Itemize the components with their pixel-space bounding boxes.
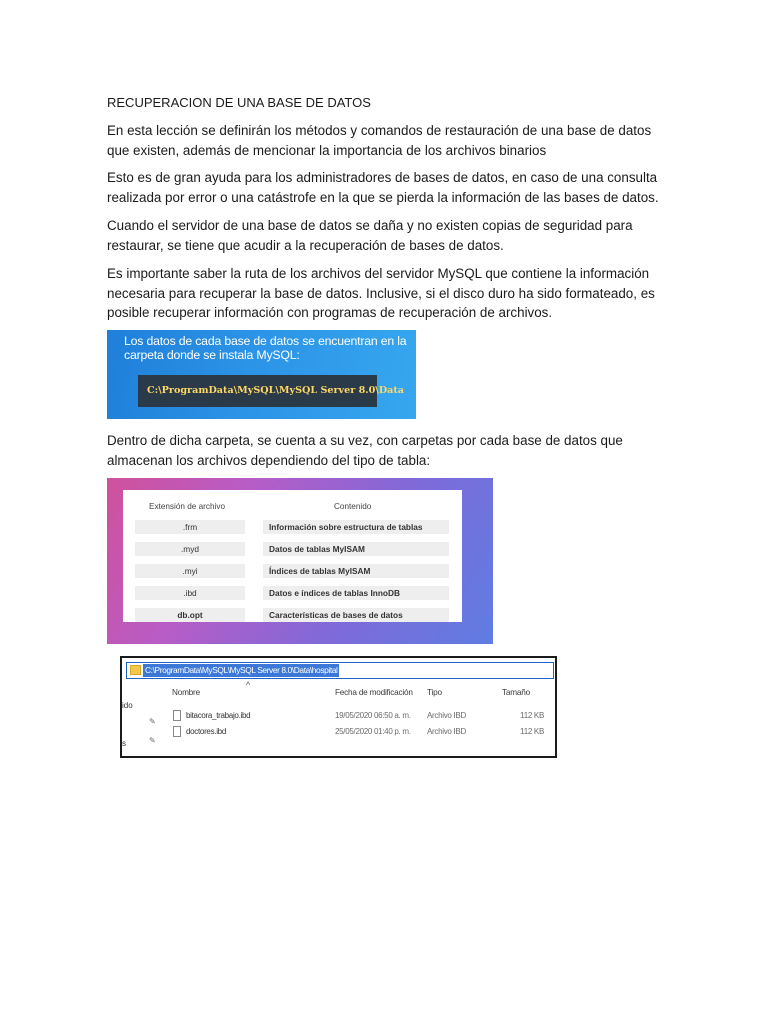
banner-caption: Los datos de cada base de datos se encuentran en la carpeta donde se instala MySQL: <box>124 334 407 362</box>
content-cell: Índices de tablas MyISAM <box>263 564 449 578</box>
extension-cell: .myd <box>135 542 245 556</box>
content-cell: Información sobre estructura de tablas <box>263 520 449 534</box>
sort-up-icon: ^ <box>246 680 251 690</box>
content-cell: Datos e índices de tablas InnoDB <box>263 586 449 600</box>
file-explorer-screenshot <box>120 656 557 758</box>
paragraph-server-damage: Cuando el servidor de una base de datos se daña y no existen copias de seguridad para restaurar, se tiene que acudir a la recuperación de bases de datos. <box>107 218 633 253</box>
pin-icon[interactable]: ✎ <box>149 736 156 745</box>
content-cell: Datos de tablas MyISAM <box>263 542 449 556</box>
pin-icon[interactable]: ✎ <box>149 717 156 726</box>
paragraph-usefulness: Esto es de gran ayuda para los administradores de bases de datos, en caso de una consulta realizada por error o una catástrofe en la que se pierda la información de las bases de datos. <box>107 170 659 205</box>
file-extensions-table-image <box>107 478 493 644</box>
extension-cell: .ibd <box>135 586 245 600</box>
column-header-size[interactable]: Tamaño <box>502 688 530 697</box>
nav-pane-label[interactable]: ido <box>122 701 133 710</box>
content-cell: Características de bases de datos <box>263 608 449 622</box>
folder-icon <box>130 665 141 675</box>
nav-pane-label[interactable]: s <box>122 739 126 748</box>
file-type: Archivo IBD <box>427 711 466 720</box>
column-header-date[interactable]: Fecha de modificación <box>335 688 413 697</box>
content-column-header: Contenido <box>334 502 372 511</box>
paragraph-folders: Dentro de dicha carpeta, se cuenta a su vez, con carpetas por cada base de datos que almacenan los archivos dependiendo del tipo de tabla: <box>107 433 623 468</box>
file-date: 19/05/2020 06:50 a. m. <box>335 711 411 720</box>
extension-cell: .frm <box>135 520 245 534</box>
file-size: 112 KB <box>520 727 544 736</box>
extension-cell: .myi <box>135 564 245 578</box>
file-type: Archivo IBD <box>427 727 466 736</box>
document-title: RECUPERACION DE UNA BASE DE DATOS <box>107 95 371 110</box>
file-extensions-table <box>123 490 462 622</box>
banner-path: C:\ProgramData\MySQL\MySQL Server 8.0\Data <box>138 375 377 407</box>
file-size: 112 KB <box>520 711 544 720</box>
address-path[interactable]: C:\ProgramData\MySQL\MySQL Server 8.0\Data\hospital <box>145 665 338 675</box>
paragraph-mysql-path: Es importante saber la ruta de los archivos del servidor MySQL que contiene la información necesaria para recuperar la base de datos. Inclusive, si el disco duro ha sido formateado, es posible recuperar información con programas de recuperación de archivos. <box>107 266 655 320</box>
file-date: 25/05/2020 01:40 p. m. <box>335 727 411 736</box>
file-icon <box>173 710 181 721</box>
extension-column-header: Extensión de archivo <box>149 502 226 511</box>
column-header-name[interactable]: Nombre <box>172 688 200 697</box>
address-bar[interactable] <box>126 662 554 679</box>
file-icon <box>173 726 181 737</box>
file-name[interactable]: bitacora_trabajo.ibd <box>186 711 251 720</box>
mysql-data-folder-image <box>107 330 416 419</box>
extension-cell: db.opt <box>135 608 245 622</box>
column-header-type[interactable]: Tipo <box>427 688 442 697</box>
file-name[interactable]: doctores.ibd <box>186 727 226 736</box>
paragraph-intro: En esta lección se definirán los métodos y comandos de restauración de una base de datos que existen, además de mencionar la importancia de los archivos binarios <box>107 123 652 158</box>
